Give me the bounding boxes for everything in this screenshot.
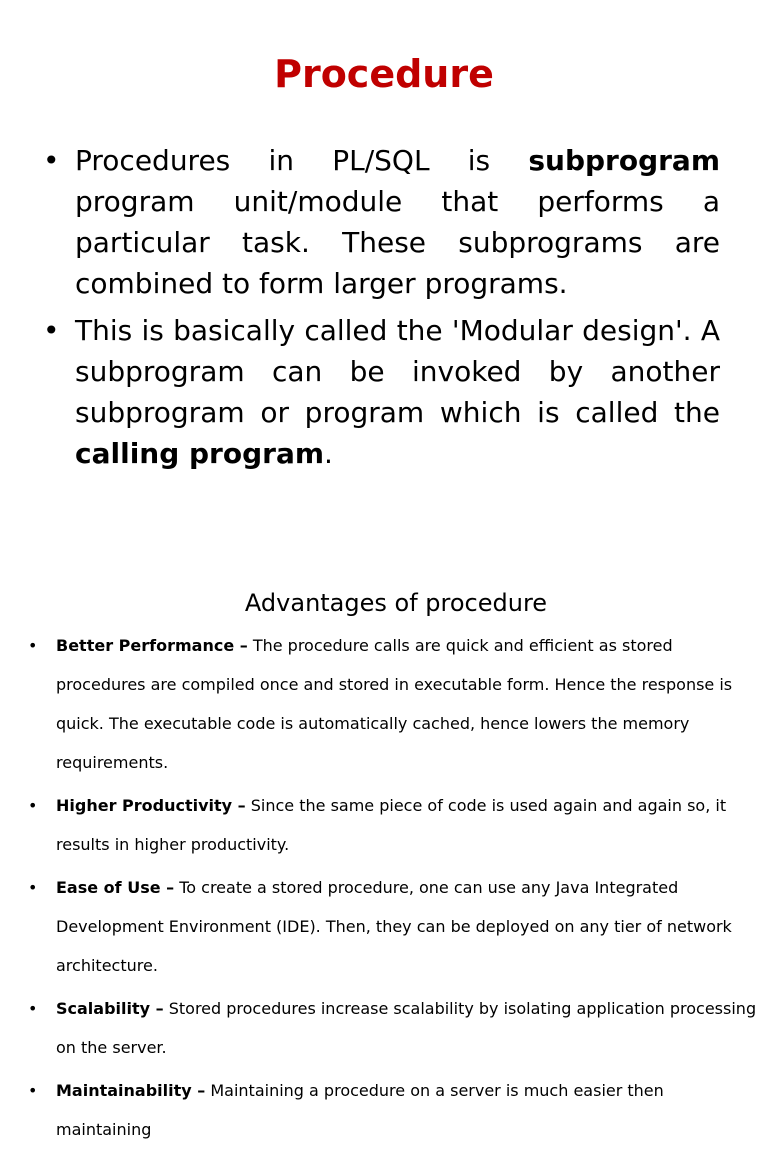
advantage-label: Higher Productivity – bbox=[56, 796, 246, 815]
advantage-label: Maintainability – bbox=[56, 1081, 206, 1100]
bullet-icon: • bbox=[28, 1081, 38, 1100]
advantage-text: The procedure calls are quick and efficient as stored procedures are compiled once and stored in executable form. Hence the response is quick. The executable code is automatically cached, hence lowers the memory requirements. bbox=[56, 636, 733, 772]
main-bullet-item bbox=[43, 310, 720, 474]
advantage-label: Better Performance – bbox=[56, 636, 248, 655]
bullet-bold-term: calling program bbox=[75, 437, 325, 470]
bullet-icon: • bbox=[28, 999, 38, 1018]
main-bullet-item bbox=[43, 140, 720, 304]
main-bullet-list bbox=[0, 140, 768, 480]
bullet-icon: • bbox=[43, 314, 60, 347]
bullet-text: program unit/module that performs a particular task. These subprograms are combined to form larger programs. bbox=[75, 185, 720, 300]
advantage-item bbox=[28, 1071, 758, 1149]
page-title: Procedure bbox=[274, 52, 494, 96]
bullet-icon: • bbox=[28, 636, 38, 655]
bullet-text: This is basically called the 'Modular design'. A subprogram can be invoked by another subprogram or program which is called the bbox=[75, 314, 720, 429]
advantage-text: Maintaining a procedure on a server is much easier then maintaining bbox=[56, 1081, 664, 1139]
advantage-item bbox=[28, 626, 758, 782]
advantage-text: Since the same piece of code is used again and again so, it results in higher productivity. bbox=[56, 796, 727, 854]
advantages-list bbox=[0, 626, 768, 1153]
advantage-label: Ease of Use – bbox=[56, 878, 175, 897]
bullet-text: . bbox=[324, 437, 333, 470]
advantage-text: Stored procedures increase scalability by isolating application processing on the server. bbox=[56, 999, 757, 1057]
advantage-text: To create a stored procedure, one can use any Java Integrated Development Environment (IDE). Then, they can be deployed on any tier of network architecture. bbox=[56, 878, 732, 975]
bullet-bold-term: subprogram bbox=[528, 144, 720, 177]
bullet-icon: • bbox=[28, 878, 38, 897]
advantage-item bbox=[28, 786, 758, 864]
advantage-item bbox=[28, 989, 758, 1067]
advantage-label: Scalability – bbox=[56, 999, 164, 1018]
bullet-text: Procedures in PL/SQL is bbox=[75, 144, 529, 177]
bullet-icon: • bbox=[28, 796, 38, 815]
advantages-heading: Advantages of procedure bbox=[244, 589, 548, 617]
bullet-icon: • bbox=[43, 144, 60, 177]
advantage-item bbox=[28, 868, 758, 985]
